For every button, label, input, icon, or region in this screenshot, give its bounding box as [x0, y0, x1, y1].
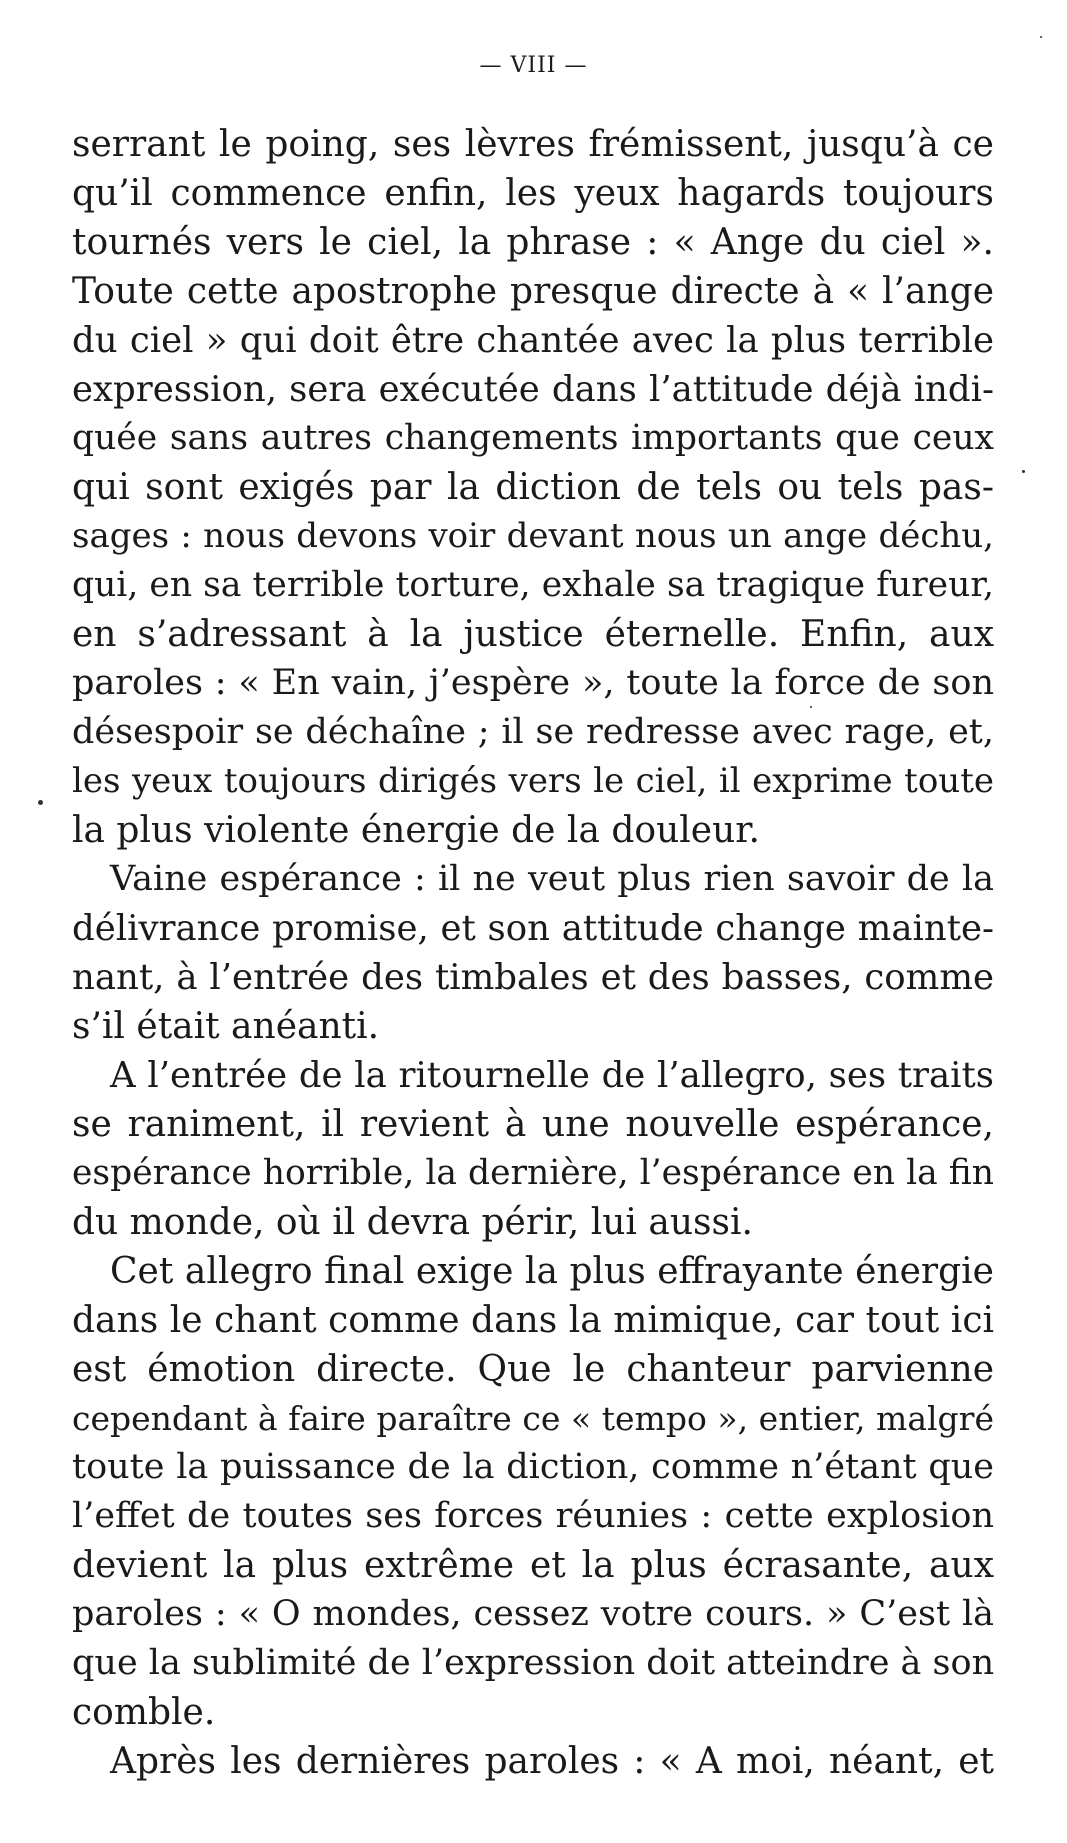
- scan-speck: [1040, 36, 1042, 38]
- text-line: paroles : « En vain, j’espère », toute la force de son: [72, 663, 994, 703]
- text-line: qui, en sa terrible torture, exhale sa tragique fureur,: [72, 565, 994, 605]
- text-line: qu’il commence enfin, les yeux hagards toujours: [72, 173, 994, 214]
- scan-speck: [38, 800, 43, 805]
- text-line: est émotion directe. Que le chanteur parvienne: [72, 1349, 994, 1390]
- text-line: la plus violente énergie de la douleur.: [72, 810, 760, 851]
- text-line: expression, sera exécutée dans l’attitude déjà indi-: [72, 369, 994, 410]
- text-line: quée sans autres changements importants que ceux: [72, 418, 994, 458]
- text-line: Toute cette apostrophe presque directe à « l’ange: [72, 271, 994, 312]
- text-line: espérance horrible, la dernière, l’espérance en la fin: [72, 1153, 994, 1193]
- text-line: comble.: [72, 1692, 216, 1733]
- text-line: Cet allegro final exige la plus effrayante énergie: [110, 1251, 994, 1292]
- text-line: l’effet de toutes ses forces réunies : cette explosion: [72, 1496, 994, 1536]
- scan-speck: [810, 706, 812, 708]
- text-line: du monde, où il devra périr, lui aussi.: [72, 1202, 753, 1243]
- text-line: dans le chant comme dans la mimique, car tout ici: [72, 1300, 994, 1341]
- text-line: Après les dernières paroles : « A moi, néant, et: [110, 1741, 994, 1782]
- text-line: Vaine espérance : il ne veut plus rien savoir de la: [110, 859, 994, 899]
- text-line: A l’entrée de la ritournelle de l’allegro, ses traits: [110, 1055, 994, 1096]
- body-text: [72, 120, 994, 1786]
- text-line: les yeux toujours dirigés vers le ciel, il exprime toute: [72, 761, 994, 801]
- text-line: désespoir se déchaîne ; il se redresse avec rage, et,: [72, 712, 994, 752]
- text-line: du ciel » qui doit être chantée avec la plus terrible: [72, 320, 994, 361]
- text-line: nant, à l’entrée des timbales et des basses, comme: [72, 957, 994, 998]
- text-line: toute la puissance de la diction, comme n’étant que: [72, 1447, 994, 1487]
- text-line: que la sublimité de l’expression doit atteindre à son: [72, 1643, 994, 1683]
- page-number-header: — VIII —: [479, 53, 588, 78]
- text-line: serrant le poing, ses lèvres frémissent, jusqu’à ce: [72, 124, 994, 165]
- text-line: s’il était anéanti.: [72, 1006, 380, 1047]
- text-line: qui sont exigés par la diction de tels ou tels pas-: [72, 467, 994, 508]
- scan-speck: [1022, 470, 1025, 473]
- text-line: tournés vers le ciel, la phrase : « Ange du ciel ».: [72, 222, 994, 263]
- text-line: délivrance promise, et son attitude change mainte-: [72, 908, 994, 949]
- text-line: devient la plus extrême et la plus écrasante, aux: [72, 1545, 994, 1586]
- text-line: en s’adressant à la justice éternelle. Enfin, aux: [72, 614, 994, 655]
- text-line: cependant à faire paraître ce « tempo », entier, malgré: [72, 1399, 994, 1438]
- text-line: sages : nous devons voir devant nous un ange déchu,: [72, 516, 994, 556]
- text-line: paroles : « O mondes, cessez votre cours. » C’est là: [72, 1594, 994, 1634]
- text-line: se raniment, il revient à une nouvelle espérance,: [72, 1104, 994, 1145]
